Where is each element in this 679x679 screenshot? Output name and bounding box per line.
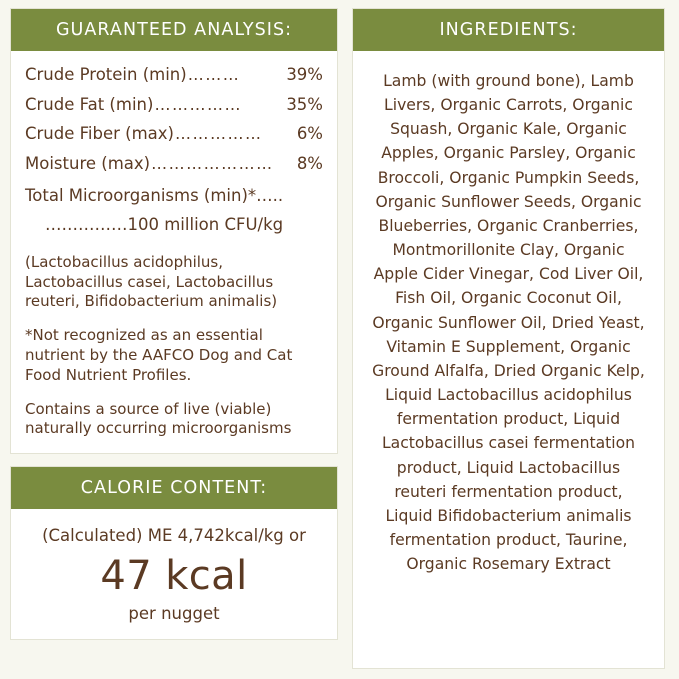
ingredients-panel — [352, 8, 665, 669]
right-column — [352, 8, 665, 669]
nutrient-value: 39% — [286, 65, 323, 84]
left-column — [10, 8, 338, 669]
microorganisms-value: ……………100 million CFU/kg — [45, 215, 284, 235]
cultures-note: (Lactobacillus acidophilus, Lactobacillus casei, Lactobacillus reuteri, Bifidobacterium animalis) — [25, 252, 278, 311]
calorie-content-body — [11, 509, 337, 639]
leader-dots: ………………… — [151, 155, 274, 172]
nutrient-label: Moisture (max) — [25, 153, 151, 173]
guaranteed-analysis-header: GUARANTEED ANALYSIS: — [11, 9, 337, 51]
leader-dots: …………… — [154, 96, 242, 113]
live-cultures-note: Contains a source of live (viable) naturally occurring microorganisms — [25, 399, 292, 438]
calorie-content-header: CALORIE CONTENT: — [11, 467, 337, 509]
calorie-per-nugget-value: 47 kcal — [100, 552, 248, 599]
ingredients-header: INGREDIENTS: — [353, 9, 664, 51]
guaranteed-analysis-panel — [10, 8, 338, 454]
leader-dots: …………… — [174, 126, 263, 142]
nutrient-value: 6% — [296, 124, 323, 143]
calorie-calculated-text: (Calculated) ME 4,742kcal/kg or — [42, 526, 306, 546]
nutrient-label: Crude Protein (min) — [25, 65, 187, 84]
leader-dots: ……… — [187, 67, 241, 83]
table-row — [25, 126, 323, 143]
nutrient-value: 8% — [296, 153, 323, 173]
calorie-per-nugget-label: per nugget — [128, 603, 220, 623]
table-row — [25, 67, 323, 84]
guaranteed-analysis-body — [11, 51, 337, 453]
ingredients-text: Lamb (with ground bone), Lamb Livers, Organic Carrots, Organic Squash, Organic Kale, Organic Apples, Organic Parsley, Organic Broccoli, Organic Pumpkin Seeds, Organic Sunflower Seeds, Organic Blueberries, Organic Cranberries, Montmorillonite Clay, Organic Apple Cider Vinegar, Cod Liver Oil, Fish Oil, Organic Coconut Oil, Organic Sunflower Oil, Dried Yeast, Vitamin E Supplement, Organic Ground Alfalfa, Dried Organic Kelp, Liquid Lactobacillus acidophilus fermentation product, Liquid Lactobacillus casei fermentation product, Liquid Lactobacillus reuteri fermentation product, Liquid Bifidobacterium animalis fermentation product, Taurine, Organic Rosemary Extract — [372, 72, 645, 574]
nutrient-value: 35% — [286, 94, 323, 114]
table-row — [25, 94, 323, 114]
nutrient-label: Crude Fat (min) — [25, 94, 154, 114]
aafco-note: *Not recognized as an essential nutrient by the AAFCO Dog and Cat Food Nutrient Profiles. — [25, 326, 293, 384]
microorganisms-label: Total Microorganisms (min)*….. — [25, 186, 284, 205]
table-row — [25, 153, 323, 173]
calorie-content-panel — [10, 466, 338, 640]
nutrient-label: Crude Fiber (max) — [25, 124, 174, 143]
